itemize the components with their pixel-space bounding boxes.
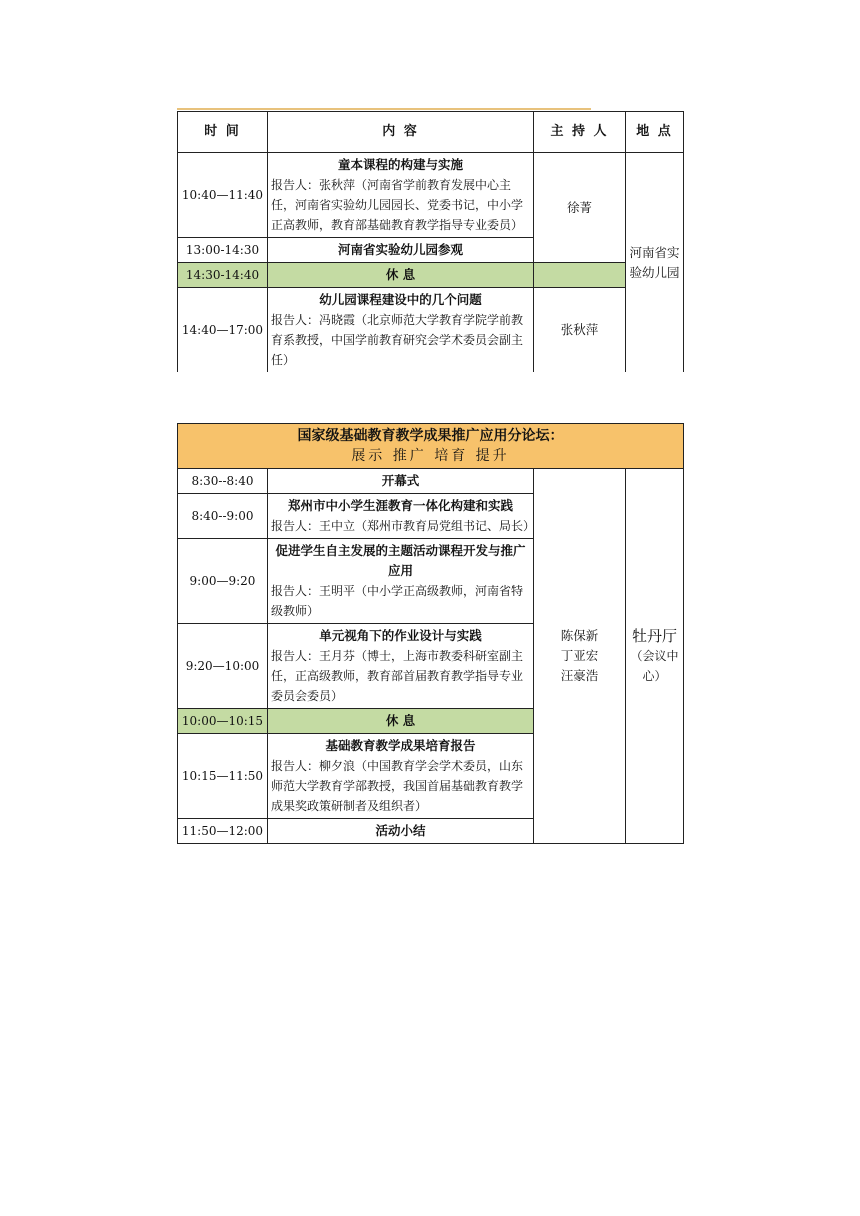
row-host-empty: [534, 263, 626, 288]
row-content: [268, 494, 534, 539]
row-time: 10:40—11:40: [178, 153, 268, 238]
header-time: 时 间: [178, 112, 268, 153]
row-title: 郑州市中小学生涯教育一体化构建和实践: [287, 498, 513, 513]
table-row: [178, 288, 684, 373]
top-accent-line: [177, 108, 591, 110]
row-title: 活动小结: [268, 819, 534, 844]
row-host: 徐菁: [534, 153, 626, 263]
forum-banner-subtitle: 展示 推广 培育 提升: [351, 448, 510, 464]
row-time: 9:20—10:00: [178, 624, 268, 709]
table-row: [178, 469, 684, 494]
row-title: 幼儿园课程建设中的几个问题: [319, 292, 482, 307]
schedule-table-section-1: [177, 111, 684, 372]
schedule-table-section-2: [177, 423, 684, 844]
forum-hosts: [534, 469, 626, 844]
row-time: 10:15—11:50: [178, 734, 268, 819]
row-reporter: 报告人：王中立（郑州市教育局党组书记、局长）: [271, 519, 536, 533]
row-title: 开幕式: [268, 469, 534, 494]
host-name: 陈保新: [560, 628, 599, 643]
row-content: [268, 624, 534, 709]
row-content: [268, 734, 534, 819]
row-time: 10:00—10:15: [178, 709, 268, 734]
forum-venue: [626, 469, 684, 844]
row-reporter: 报告人：张秋萍（河南省学前教育发展中心主任，河南省实验幼儿园园长、党委书记，中小学正高教师，教育部基础教育教学指导专业委员）: [271, 178, 524, 232]
row-time: 9:00—9:20: [178, 539, 268, 624]
table-row: [178, 153, 684, 238]
row-time: 8:30--8:40: [178, 469, 268, 494]
row-title: 休 息: [268, 263, 534, 288]
row-host: 张秋萍: [534, 288, 626, 373]
header-host: 主 持 人: [534, 112, 626, 153]
row-reporter: 报告人：王月芬（博士，上海市教委科研室副主任，正高级教师，教育部首届教育教学指导专业委员会委员）: [271, 649, 524, 703]
header-venue: 地 点: [626, 112, 684, 153]
row-title: 单元视角下的作业设计与实践: [319, 628, 482, 643]
row-title: 河南省实验幼儿园参观: [268, 238, 534, 263]
table-header-row: [178, 112, 684, 153]
row-time: 14:30-14:40: [178, 263, 268, 288]
row-content: [268, 539, 534, 624]
row-title: 休 息: [268, 709, 534, 734]
row-title: 促进学生自主发展的主题活动课程开发与推广应用: [275, 543, 526, 578]
row-title: 基础教育教学成果培育报告: [325, 738, 476, 753]
row-time: 14:40—17:00: [178, 288, 268, 373]
row-time: 13:00-14:30: [178, 238, 268, 263]
row-content: [268, 153, 534, 238]
header-content: 内 容: [268, 112, 534, 153]
row-time: 11:50—12:00: [178, 819, 268, 844]
row-content: [268, 288, 534, 373]
forum-banner-row: [178, 424, 684, 469]
host-name: 汪豪浩: [560, 668, 599, 683]
row-reporter: 报告人：柳夕浪（中国教育学会学术委员，山东师范大学教育学部教授，我国首届基础教育教学成果奖政策研制者及组织者）: [271, 759, 524, 813]
venue-note: （会议中心）: [630, 649, 679, 683]
row-reporter: 报告人：冯晓霞（北京师范大学教育学院学前教育系教授，中国学前教育研究会学术委员会副主任）: [271, 313, 524, 367]
forum-banner-title: 国家级基础教育教学成果推广应用分论坛：: [297, 428, 564, 444]
venue-name: 牡丹厅: [631, 627, 677, 645]
forum-banner: [178, 424, 684, 469]
table-row-break: [178, 263, 684, 288]
row-reporter: 报告人：王明平（中小学正高级教师，河南省特级教师）: [271, 584, 524, 618]
row-time: 8:40--9:00: [178, 494, 268, 539]
host-name: 丁亚宏: [560, 648, 599, 663]
row-title: 童本课程的构建与实施: [337, 157, 463, 172]
row-venue: 河南省实验幼儿园: [626, 153, 684, 373]
